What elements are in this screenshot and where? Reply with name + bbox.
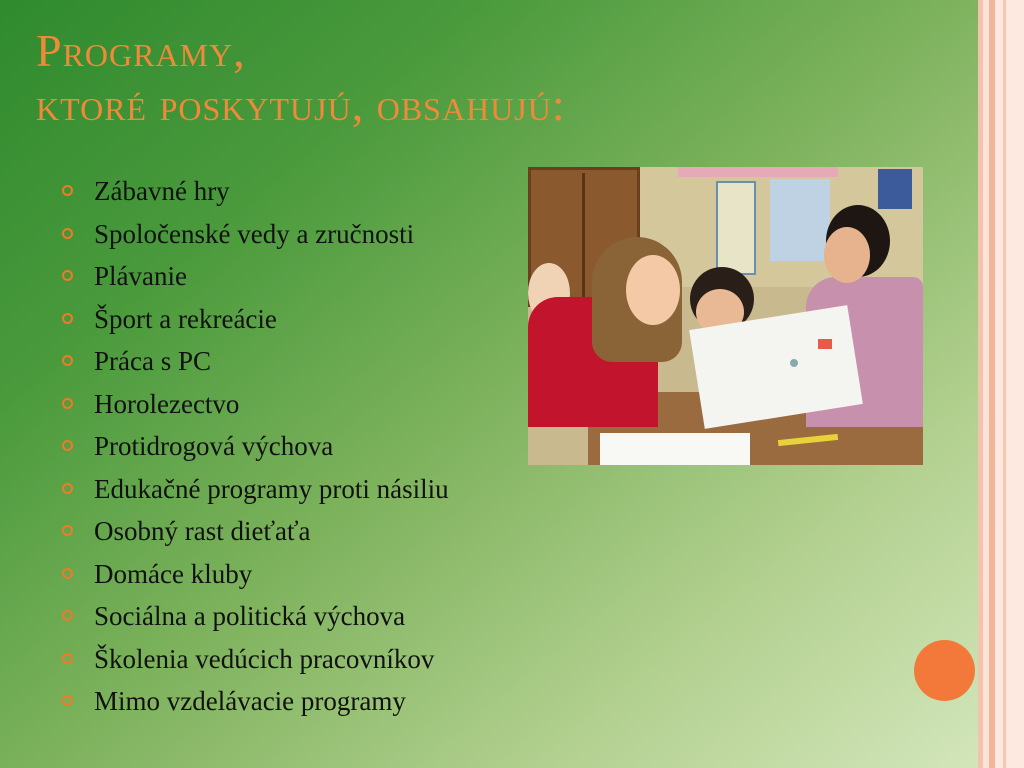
photo-cupboard-door (582, 173, 585, 301)
photo-paper (600, 433, 750, 465)
list-item-label: Práca s PC (94, 346, 211, 376)
photo-drawing-mark (790, 359, 798, 367)
list-item-label: Spoločenské vedy a zručnosti (94, 218, 415, 249)
bullet-icon (62, 270, 73, 281)
bullet-icon (62, 313, 73, 324)
list-item-label: Edukačné programy proti násiliu (94, 473, 449, 504)
list-item (62, 638, 622, 681)
bullet-icon (62, 440, 73, 451)
photo-poster (878, 169, 912, 209)
list-item-label: Plávanie (94, 261, 187, 291)
bullet-icon (62, 525, 73, 536)
orange-circle-icon (914, 640, 975, 701)
list-item (62, 510, 622, 553)
photo-child-face (626, 255, 680, 325)
bullet-icon (62, 610, 73, 621)
classroom-photo (528, 167, 923, 465)
bullet-icon (62, 695, 73, 706)
photo-poster (716, 181, 756, 275)
list-item-label: Mimo vzdelávacie programy (94, 686, 406, 716)
bullet-icon (62, 653, 73, 664)
list-item-label: Šport a rekreácie (94, 303, 277, 334)
decor-stripe (995, 0, 1024, 768)
bullet-icon (62, 355, 73, 366)
slide-title-line2: ktoré poskytujú, obsahujú: (36, 79, 566, 130)
bullet-icon (62, 398, 73, 409)
list-item (62, 468, 622, 511)
bullet-icon (62, 228, 73, 239)
photo-drawing-mark (818, 339, 832, 349)
list-item-label: Zábavné hry (94, 176, 230, 206)
list-item-label: Sociálna a politická výchova (94, 601, 406, 631)
list-item-label: Školenia vedúcich pracovníkov (94, 643, 435, 674)
slide-title-line1: Programy, (36, 25, 246, 76)
list-item-label: Osobný rast dieťaťa (94, 516, 311, 546)
list-item (62, 680, 622, 723)
bullet-icon (62, 568, 73, 579)
bullet-icon (62, 185, 73, 196)
list-item-label: Horolezectvo (94, 388, 240, 419)
list-item-label: Domáce kluby (94, 558, 253, 589)
list-item (62, 595, 622, 638)
decor-stripe (1003, 0, 1006, 768)
list-item (62, 553, 622, 596)
list-item-label: Protidrogová výchova (94, 431, 334, 461)
photo-poster (770, 179, 830, 261)
photo-child-face (824, 227, 870, 283)
slide-title (36, 24, 936, 132)
photo-strip (678, 167, 838, 177)
bullet-icon (62, 483, 73, 494)
